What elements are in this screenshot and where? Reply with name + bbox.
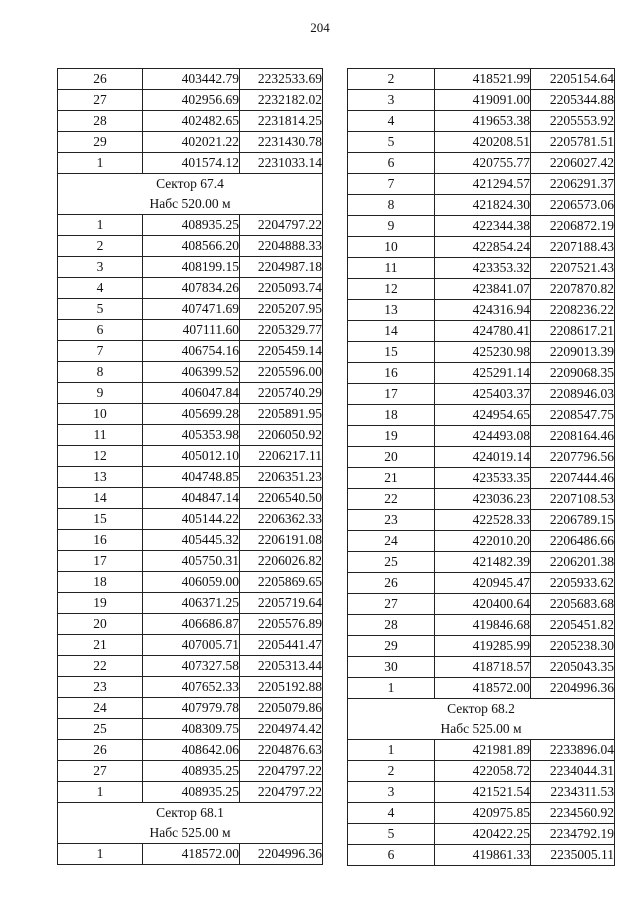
x-coordinate-cell: 405750.31 <box>143 551 240 572</box>
table-row <box>348 132 615 153</box>
x-coordinate-cell: 408935.25 <box>143 215 240 236</box>
table-row <box>348 426 615 447</box>
y-coordinate-cell: 2232182.02 <box>240 90 323 111</box>
y-coordinate-cell: 2205238.30 <box>531 636 615 657</box>
y-coordinate-cell: 2206351.23 <box>240 467 323 488</box>
table-row <box>58 593 323 614</box>
point-number-cell: 9 <box>58 383 143 404</box>
x-coordinate-cell: 406371.25 <box>143 593 240 614</box>
x-coordinate-cell: 419653.38 <box>435 111 531 132</box>
y-coordinate-cell: 2206362.33 <box>240 509 323 530</box>
x-coordinate-cell: 419091.00 <box>435 90 531 111</box>
y-coordinate-cell: 2204987.18 <box>240 257 323 278</box>
y-coordinate-cell: 2205441.47 <box>240 635 323 656</box>
sector-title: Сектор 68.2 <box>447 701 515 716</box>
point-number-cell: 14 <box>58 488 143 509</box>
point-number-cell: 21 <box>58 635 143 656</box>
point-number-cell: 15 <box>348 342 435 363</box>
x-coordinate-cell: 408566.20 <box>143 236 240 257</box>
point-number-cell: 16 <box>58 530 143 551</box>
y-coordinate-cell: 2205869.65 <box>240 572 323 593</box>
x-coordinate-cell: 423353.32 <box>435 258 531 279</box>
y-coordinate-cell: 2206872.19 <box>531 216 615 237</box>
point-number-cell: 1 <box>58 215 143 236</box>
y-coordinate-cell: 2206291.37 <box>531 174 615 195</box>
x-coordinate-cell: 418718.57 <box>435 657 531 678</box>
y-coordinate-cell: 2205459.14 <box>240 341 323 362</box>
point-number-cell: 13 <box>348 300 435 321</box>
table-row <box>348 300 615 321</box>
x-coordinate-cell: 405144.22 <box>143 509 240 530</box>
y-coordinate-cell: 2204996.36 <box>240 844 323 865</box>
point-number-cell: 16 <box>348 363 435 384</box>
x-coordinate-cell: 421981.89 <box>435 740 531 761</box>
x-coordinate-cell: 418572.00 <box>143 844 240 865</box>
y-coordinate-cell: 2206201.38 <box>531 552 615 573</box>
point-number-cell: 11 <box>58 425 143 446</box>
point-number-cell: 20 <box>348 447 435 468</box>
x-coordinate-cell: 408935.25 <box>143 761 240 782</box>
x-coordinate-cell: 424316.94 <box>435 300 531 321</box>
table-row <box>58 635 323 656</box>
point-number-cell: 8 <box>58 362 143 383</box>
x-coordinate-cell: 424954.65 <box>435 405 531 426</box>
y-coordinate-cell: 2231430.78 <box>240 132 323 153</box>
point-number-cell: 18 <box>58 572 143 593</box>
sector-header <box>348 699 615 740</box>
y-coordinate-cell: 2206573.06 <box>531 195 615 216</box>
sector-title: Сектор 67.4 <box>156 176 224 191</box>
y-coordinate-cell: 2205154.64 <box>531 69 615 90</box>
x-coordinate-cell: 407327.58 <box>143 656 240 677</box>
point-number-cell: 1 <box>58 844 143 865</box>
x-coordinate-cell: 406059.00 <box>143 572 240 593</box>
x-coordinate-cell: 425291.14 <box>435 363 531 384</box>
x-coordinate-cell: 422344.38 <box>435 216 531 237</box>
point-number-cell: 20 <box>58 614 143 635</box>
y-coordinate-cell: 2206217.11 <box>240 446 323 467</box>
y-coordinate-cell: 2204797.22 <box>240 761 323 782</box>
y-coordinate-cell: 2205344.88 <box>531 90 615 111</box>
point-number-cell: 10 <box>348 237 435 258</box>
point-number-cell: 1 <box>348 740 435 761</box>
x-coordinate-cell: 404847.14 <box>143 488 240 509</box>
point-number-cell: 4 <box>348 111 435 132</box>
table-row <box>58 698 323 719</box>
x-coordinate-cell: 405699.28 <box>143 404 240 425</box>
y-coordinate-cell: 2234311.53 <box>531 782 615 803</box>
table-row <box>58 257 323 278</box>
table-row <box>348 237 615 258</box>
y-coordinate-cell: 2208164.46 <box>531 426 615 447</box>
table-row <box>348 216 615 237</box>
y-coordinate-cell: 2206026.82 <box>240 551 323 572</box>
x-coordinate-cell: 421521.54 <box>435 782 531 803</box>
y-coordinate-cell: 2207444.46 <box>531 468 615 489</box>
table-row <box>348 657 615 678</box>
x-coordinate-cell: 422058.72 <box>435 761 531 782</box>
y-coordinate-cell: 2209013.39 <box>531 342 615 363</box>
table-row <box>58 782 323 803</box>
y-coordinate-cell: 2205043.35 <box>531 657 615 678</box>
point-number-cell: 7 <box>348 174 435 195</box>
coordinates-table-left <box>57 68 323 865</box>
point-number-cell: 29 <box>58 132 143 153</box>
y-coordinate-cell: 2234792.19 <box>531 824 615 845</box>
x-coordinate-cell: 408935.25 <box>143 782 240 803</box>
point-number-cell: 26 <box>348 573 435 594</box>
table-row <box>58 236 323 257</box>
table-row <box>58 215 323 236</box>
y-coordinate-cell: 2206050.92 <box>240 425 323 446</box>
table-row <box>348 531 615 552</box>
x-coordinate-cell: 420400.64 <box>435 594 531 615</box>
x-coordinate-cell: 405353.98 <box>143 425 240 446</box>
table-row <box>348 321 615 342</box>
y-coordinate-cell: 2231814.25 <box>240 111 323 132</box>
y-coordinate-cell: 2206486.66 <box>531 531 615 552</box>
y-coordinate-cell: 2209068.35 <box>531 363 615 384</box>
point-number-cell: 17 <box>348 384 435 405</box>
point-number-cell: 22 <box>58 656 143 677</box>
x-coordinate-cell: 407652.33 <box>143 677 240 698</box>
point-number-cell: 19 <box>348 426 435 447</box>
x-coordinate-cell: 407979.78 <box>143 698 240 719</box>
point-number-cell: 24 <box>348 531 435 552</box>
x-coordinate-cell: 407834.26 <box>143 278 240 299</box>
point-number-cell: 28 <box>348 615 435 636</box>
table-row <box>348 90 615 111</box>
table-row <box>58 404 323 425</box>
x-coordinate-cell: 406686.87 <box>143 614 240 635</box>
table-row <box>58 90 323 111</box>
x-coordinate-cell: 420755.77 <box>435 153 531 174</box>
sector-header-row <box>348 699 615 740</box>
x-coordinate-cell: 418521.99 <box>435 69 531 90</box>
y-coordinate-cell: 2204974.42 <box>240 719 323 740</box>
x-coordinate-cell: 419285.99 <box>435 636 531 657</box>
table-row <box>58 299 323 320</box>
table-row <box>58 509 323 530</box>
x-coordinate-cell: 423533.35 <box>435 468 531 489</box>
table-row <box>348 384 615 405</box>
y-coordinate-cell: 2207796.56 <box>531 447 615 468</box>
y-coordinate-cell: 2205093.74 <box>240 278 323 299</box>
table-row <box>58 425 323 446</box>
table-row <box>58 446 323 467</box>
table-row <box>348 153 615 174</box>
table-row <box>58 467 323 488</box>
table-row <box>348 510 615 531</box>
point-number-cell: 27 <box>348 594 435 615</box>
table-row <box>58 761 323 782</box>
table-row <box>58 362 323 383</box>
table-row <box>58 656 323 677</box>
table-row <box>348 615 615 636</box>
point-number-cell: 6 <box>348 153 435 174</box>
y-coordinate-cell: 2208547.75 <box>531 405 615 426</box>
table-row <box>348 803 615 824</box>
x-coordinate-cell: 419846.68 <box>435 615 531 636</box>
table-row <box>348 761 615 782</box>
point-number-cell: 23 <box>58 677 143 698</box>
x-coordinate-cell: 420975.85 <box>435 803 531 824</box>
table-row <box>348 174 615 195</box>
point-number-cell: 30 <box>348 657 435 678</box>
point-number-cell: 25 <box>348 552 435 573</box>
x-coordinate-cell: 402021.22 <box>143 132 240 153</box>
table-row <box>58 278 323 299</box>
x-coordinate-cell: 420422.25 <box>435 824 531 845</box>
point-number-cell: 5 <box>348 824 435 845</box>
point-number-cell: 26 <box>58 740 143 761</box>
x-coordinate-cell: 407471.69 <box>143 299 240 320</box>
point-number-cell: 8 <box>348 195 435 216</box>
point-number-cell: 21 <box>348 468 435 489</box>
point-number-cell: 1 <box>58 782 143 803</box>
x-coordinate-cell: 402956.69 <box>143 90 240 111</box>
point-number-cell: 3 <box>348 782 435 803</box>
table-row <box>348 573 615 594</box>
y-coordinate-cell: 2233896.04 <box>531 740 615 761</box>
table-row <box>348 363 615 384</box>
point-number-cell: 12 <box>58 446 143 467</box>
point-number-cell: 22 <box>348 489 435 510</box>
y-coordinate-cell: 2208946.03 <box>531 384 615 405</box>
y-coordinate-cell: 2205553.92 <box>531 111 615 132</box>
x-coordinate-cell: 405445.32 <box>143 530 240 551</box>
y-coordinate-cell: 2232533.69 <box>240 69 323 90</box>
x-coordinate-cell: 425403.37 <box>435 384 531 405</box>
table-row <box>348 740 615 761</box>
y-coordinate-cell: 2205313.44 <box>240 656 323 677</box>
x-coordinate-cell: 406047.84 <box>143 383 240 404</box>
x-coordinate-cell: 424019.14 <box>435 447 531 468</box>
x-coordinate-cell: 423036.23 <box>435 489 531 510</box>
x-coordinate-cell: 407111.60 <box>143 320 240 341</box>
x-coordinate-cell: 419861.33 <box>435 845 531 866</box>
y-coordinate-cell: 2204876.63 <box>240 740 323 761</box>
table-row <box>348 111 615 132</box>
x-coordinate-cell: 422854.24 <box>435 237 531 258</box>
y-coordinate-cell: 2204996.36 <box>531 678 615 699</box>
y-coordinate-cell: 2205596.00 <box>240 362 323 383</box>
table-row <box>58 551 323 572</box>
x-coordinate-cell: 408642.06 <box>143 740 240 761</box>
point-number-cell: 6 <box>348 845 435 866</box>
coordinates-table-right <box>347 68 615 866</box>
point-number-cell: 3 <box>58 257 143 278</box>
point-number-cell: 11 <box>348 258 435 279</box>
x-coordinate-cell: 406399.52 <box>143 362 240 383</box>
point-number-cell: 15 <box>58 509 143 530</box>
table-row <box>348 342 615 363</box>
sector-height: Набс 525.00 м <box>149 825 231 840</box>
point-number-cell: 25 <box>58 719 143 740</box>
table-row <box>348 447 615 468</box>
x-coordinate-cell: 422528.33 <box>435 510 531 531</box>
point-number-cell: 28 <box>58 111 143 132</box>
sector-height: Набс 525.00 м <box>440 721 522 736</box>
y-coordinate-cell: 2205207.95 <box>240 299 323 320</box>
y-coordinate-cell: 2205933.62 <box>531 573 615 594</box>
point-number-cell: 12 <box>348 279 435 300</box>
x-coordinate-cell: 403442.79 <box>143 69 240 90</box>
x-coordinate-cell: 408309.75 <box>143 719 240 740</box>
y-coordinate-cell: 2206191.08 <box>240 530 323 551</box>
x-coordinate-cell: 406754.16 <box>143 341 240 362</box>
page-number: 204 <box>310 20 330 35</box>
point-number-cell: 23 <box>348 510 435 531</box>
y-coordinate-cell: 2207521.43 <box>531 258 615 279</box>
table-row <box>58 530 323 551</box>
y-coordinate-cell: 2204797.22 <box>240 215 323 236</box>
point-number-cell: 29 <box>348 636 435 657</box>
x-coordinate-cell: 401574.12 <box>143 153 240 174</box>
y-coordinate-cell: 2205683.68 <box>531 594 615 615</box>
x-coordinate-cell: 421824.30 <box>435 195 531 216</box>
point-number-cell: 27 <box>58 90 143 111</box>
y-coordinate-cell: 2235005.11 <box>531 845 615 866</box>
point-number-cell: 2 <box>348 69 435 90</box>
table-row <box>58 153 323 174</box>
table-row <box>58 614 323 635</box>
y-coordinate-cell: 2207108.53 <box>531 489 615 510</box>
sector-title: Сектор 68.1 <box>156 805 224 820</box>
point-number-cell: 2 <box>58 236 143 257</box>
y-coordinate-cell: 2207870.82 <box>531 279 615 300</box>
y-coordinate-cell: 2205891.95 <box>240 404 323 425</box>
table-row <box>348 195 615 216</box>
point-number-cell: 3 <box>348 90 435 111</box>
table-row <box>348 405 615 426</box>
point-number-cell: 17 <box>58 551 143 572</box>
sector-header-row <box>58 803 323 844</box>
point-number-cell: 5 <box>348 132 435 153</box>
point-number-cell: 2 <box>348 761 435 782</box>
table-row <box>348 468 615 489</box>
y-coordinate-cell: 2206027.42 <box>531 153 615 174</box>
y-coordinate-cell: 2234560.92 <box>531 803 615 824</box>
table-row <box>348 782 615 803</box>
point-number-cell: 1 <box>58 153 143 174</box>
point-number-cell: 19 <box>58 593 143 614</box>
y-coordinate-cell: 2234044.31 <box>531 761 615 782</box>
y-coordinate-cell: 2205192.88 <box>240 677 323 698</box>
point-number-cell: 27 <box>58 761 143 782</box>
table-row <box>348 69 615 90</box>
y-coordinate-cell: 2206540.50 <box>240 488 323 509</box>
point-number-cell: 1 <box>348 678 435 699</box>
y-coordinate-cell: 2205576.89 <box>240 614 323 635</box>
y-coordinate-cell: 2206789.15 <box>531 510 615 531</box>
y-coordinate-cell: 2205329.77 <box>240 320 323 341</box>
x-coordinate-cell: 405012.10 <box>143 446 240 467</box>
y-coordinate-cell: 2231033.14 <box>240 153 323 174</box>
table-row <box>348 258 615 279</box>
point-number-cell: 14 <box>348 321 435 342</box>
point-number-cell: 6 <box>58 320 143 341</box>
point-number-cell: 9 <box>348 216 435 237</box>
y-coordinate-cell: 2208236.22 <box>531 300 615 321</box>
table-row <box>58 383 323 404</box>
table-row <box>58 341 323 362</box>
point-number-cell: 26 <box>58 69 143 90</box>
x-coordinate-cell: 404748.85 <box>143 467 240 488</box>
y-coordinate-cell: 2205451.82 <box>531 615 615 636</box>
sector-header-row <box>58 174 323 215</box>
x-coordinate-cell: 421482.39 <box>435 552 531 573</box>
table-row <box>58 572 323 593</box>
table-row <box>58 488 323 509</box>
x-coordinate-cell: 407005.71 <box>143 635 240 656</box>
table-row <box>348 636 615 657</box>
point-number-cell: 4 <box>58 278 143 299</box>
y-coordinate-cell: 2205740.29 <box>240 383 323 404</box>
table-row <box>58 844 323 865</box>
point-number-cell: 13 <box>58 467 143 488</box>
table-row <box>58 111 323 132</box>
point-number-cell: 24 <box>58 698 143 719</box>
table-row <box>58 132 323 153</box>
y-coordinate-cell: 2208617.21 <box>531 321 615 342</box>
table-row <box>348 552 615 573</box>
y-coordinate-cell: 2205079.86 <box>240 698 323 719</box>
x-coordinate-cell: 408199.15 <box>143 257 240 278</box>
x-coordinate-cell: 420945.47 <box>435 573 531 594</box>
x-coordinate-cell: 421294.57 <box>435 174 531 195</box>
y-coordinate-cell: 2205719.64 <box>240 593 323 614</box>
point-number-cell: 7 <box>58 341 143 362</box>
table-row <box>58 740 323 761</box>
x-coordinate-cell: 420208.51 <box>435 132 531 153</box>
y-coordinate-cell: 2207188.43 <box>531 237 615 258</box>
x-coordinate-cell: 424493.08 <box>435 426 531 447</box>
table-row <box>348 824 615 845</box>
table-row <box>348 594 615 615</box>
y-coordinate-cell: 2204797.22 <box>240 782 323 803</box>
x-coordinate-cell: 425230.98 <box>435 342 531 363</box>
table-row <box>58 677 323 698</box>
x-coordinate-cell: 402482.65 <box>143 111 240 132</box>
x-coordinate-cell: 422010.20 <box>435 531 531 552</box>
sector-header <box>58 174 323 215</box>
sector-header <box>58 803 323 844</box>
x-coordinate-cell: 423841.07 <box>435 279 531 300</box>
y-coordinate-cell: 2204888.33 <box>240 236 323 257</box>
table-row <box>58 719 323 740</box>
table-row <box>348 489 615 510</box>
table-row <box>348 678 615 699</box>
y-coordinate-cell: 2205781.51 <box>531 132 615 153</box>
table-row <box>348 279 615 300</box>
sector-height: Набс 520.00 м <box>149 196 231 211</box>
point-number-cell: 5 <box>58 299 143 320</box>
table-row <box>58 69 323 90</box>
point-number-cell: 18 <box>348 405 435 426</box>
point-number-cell: 10 <box>58 404 143 425</box>
x-coordinate-cell: 418572.00 <box>435 678 531 699</box>
table-row <box>348 845 615 866</box>
table-row <box>58 320 323 341</box>
x-coordinate-cell: 424780.41 <box>435 321 531 342</box>
point-number-cell: 4 <box>348 803 435 824</box>
